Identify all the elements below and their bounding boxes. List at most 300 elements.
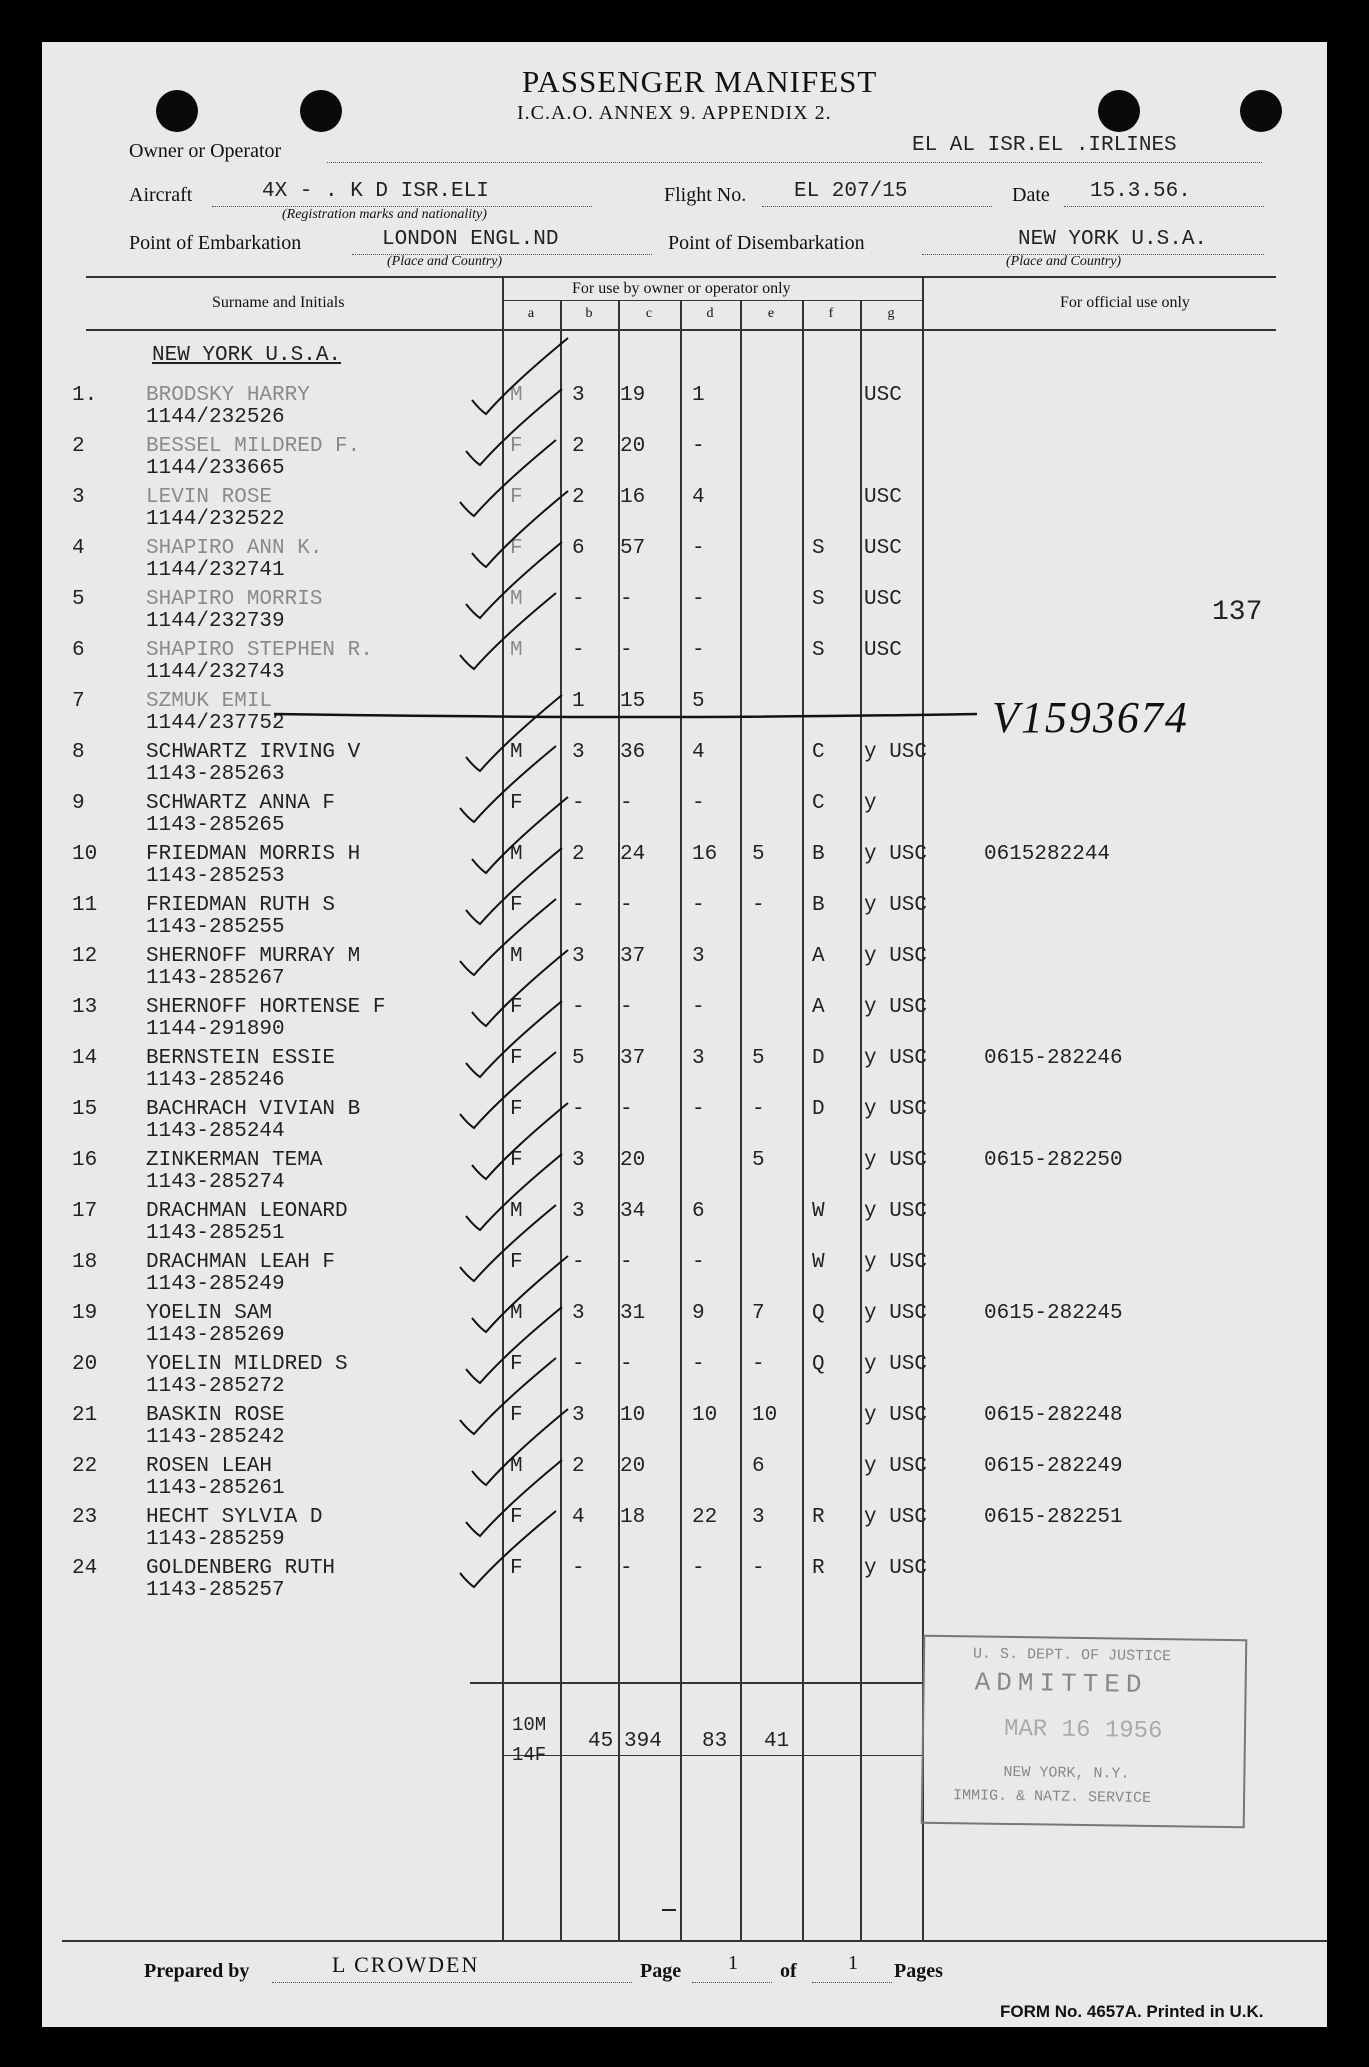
col-d-value: 1 — [692, 384, 705, 407]
passenger-name: BASKIN ROSE — [146, 1404, 285, 1427]
col-a-value: M — [510, 1200, 523, 1223]
col-g-header: g — [887, 306, 895, 321]
col-b-value: 3 — [572, 1302, 585, 1325]
col-g-value: y USC — [864, 996, 928, 1019]
col-e-value: 6 — [752, 1455, 765, 1478]
owner-label: Owner or Operator — [129, 140, 282, 162]
col-a-value: F — [510, 996, 523, 1019]
checkmark — [460, 1205, 556, 1281]
col-g-value: y USC — [864, 843, 928, 866]
passenger-name: ZINKERMAN TEMA — [146, 1149, 323, 1172]
row-number: 15 — [72, 1098, 98, 1121]
of-label: of — [780, 1960, 797, 1982]
col-f-value: W — [812, 1200, 825, 1223]
ticket-number: 1143-285244 — [146, 1120, 285, 1143]
col-a-value: F — [510, 486, 523, 509]
flight-dotline — [762, 206, 992, 207]
col-g-value: y USC — [864, 1047, 928, 1070]
col-c-value: 36 — [620, 741, 646, 764]
col-c-value: - — [620, 639, 633, 662]
row-number: 24 — [72, 1557, 98, 1580]
col-d-value: - — [692, 588, 705, 611]
punch-hole — [1098, 90, 1140, 132]
col-f-value: Q — [812, 1353, 825, 1376]
form-number: FORM No. 4657A. Printed in U.K. — [1000, 2002, 1264, 2021]
col-c-value: 34 — [620, 1200, 646, 1223]
aircraft-label: Aircraft — [129, 184, 193, 206]
col-e-value: 5 — [752, 1047, 765, 1070]
ticket-number: 1143-285267 — [146, 967, 285, 990]
col-b-value: - — [572, 588, 585, 611]
col-d-value: - — [692, 1251, 705, 1274]
official-use-value: 0615-282251 — [984, 1506, 1123, 1529]
row-number: 14 — [72, 1047, 98, 1070]
col-a-value: M — [510, 945, 523, 968]
embarkation-label: Point of Embarkation — [129, 232, 302, 254]
passenger-name: GOLDENBERG RUTH — [146, 1557, 336, 1580]
col-c-value: - — [620, 1353, 633, 1376]
row-number: 12 — [72, 945, 98, 968]
col-f-value: A — [812, 945, 825, 968]
col-c-value: - — [620, 1557, 633, 1580]
page-dotline — [692, 1982, 772, 1983]
row-number: 10 — [72, 843, 98, 866]
row-number: 1. — [72, 384, 98, 407]
col-c-value: - — [620, 1251, 633, 1274]
owner-dotline — [327, 162, 1262, 163]
disembarkation-value: NEW YORK U.S.A. — [1018, 228, 1208, 251]
col-g-value: USC — [864, 537, 902, 560]
disembarkation-label: Point of Disembarkation — [668, 232, 865, 254]
punch-hole — [156, 90, 198, 132]
row-number: 20 — [72, 1353, 98, 1376]
col-b-value: - — [572, 894, 585, 917]
checkmark — [460, 746, 556, 822]
page-subtitle: I.C.A.O. ANNEX 9. APPENDIX 2. — [517, 102, 832, 124]
col-c-value: - — [620, 792, 633, 815]
passenger-name: YOELIN MILDRED S — [146, 1353, 348, 1376]
col-b-value: 1 — [572, 690, 585, 713]
col-b-value: 2 — [572, 435, 585, 458]
col-e-value: 5 — [752, 843, 765, 866]
surname-header: Surname and Initials — [212, 294, 345, 311]
col-b-header: b — [585, 306, 593, 321]
total-b: 45 — [588, 1730, 614, 1753]
row-number: 21 — [72, 1404, 98, 1427]
col-e-value: 7 — [752, 1302, 765, 1325]
date-label: Date — [1012, 184, 1050, 206]
ticket-number: 1144/232739 — [146, 610, 285, 633]
col-c-value: - — [620, 1098, 633, 1121]
col-b-value: 2 — [572, 843, 585, 866]
official-use-value: 0615-282246 — [984, 1047, 1123, 1070]
passenger-name: BERNSTEIN ESSIE — [146, 1047, 336, 1070]
col-d-value: - — [692, 792, 705, 815]
col-d-value: 3 — [692, 1047, 705, 1070]
col-b-value: - — [572, 1251, 585, 1274]
owner-value: EL AL ISR.EL .IRLINES — [912, 134, 1177, 157]
row-number: 2 — [72, 435, 85, 458]
col-divider-a — [502, 276, 504, 1940]
col-f-value: S — [812, 588, 825, 611]
col-a-value: F — [510, 792, 523, 815]
col-a-value: M — [510, 1455, 523, 1478]
passenger-name: YOELIN SAM — [146, 1302, 273, 1325]
col-b-value: 2 — [572, 486, 585, 509]
col-c-value: - — [620, 996, 633, 1019]
col-g-value: y USC — [864, 1404, 928, 1427]
table-top-rule — [86, 276, 1276, 278]
passenger-name: DRACHMAN LEAH F — [146, 1251, 336, 1274]
col-divider-g — [860, 300, 862, 1940]
row-number: 3 — [72, 486, 85, 509]
ticket-number: 1143-285265 — [146, 814, 285, 837]
page-label: Page — [640, 1960, 682, 1982]
col-f-value: B — [812, 894, 825, 917]
col-c-value: 18 — [620, 1506, 646, 1529]
ticket-number: 1143-285242 — [146, 1426, 285, 1449]
col-a-value: M — [510, 639, 523, 662]
col-e-header: e — [767, 306, 775, 321]
col-f-value: D — [812, 1047, 825, 1070]
col-d-value: 6 — [692, 1200, 705, 1223]
flight-label: Flight No. — [664, 184, 747, 206]
flight-value: EL 207/15 — [794, 180, 908, 203]
col-a-value: F — [510, 894, 523, 917]
col-c-value: 10 — [620, 1404, 646, 1427]
official-use-value: 0615-282249 — [984, 1455, 1123, 1478]
col-g-value: y USC — [864, 1506, 928, 1529]
manifest-paper — [42, 42, 1327, 2027]
col-b-value: 6 — [572, 537, 585, 560]
ticket-number: 1144/232526 — [146, 406, 285, 429]
col-a-value: M — [510, 1302, 523, 1325]
col-b-value: 5 — [572, 1047, 585, 1070]
col-divider-d — [680, 300, 682, 1940]
passenger-name: BACHRACH VIVIAN B — [146, 1098, 361, 1121]
ticket-number: 1143-285255 — [146, 916, 285, 939]
row-number: 16 — [72, 1149, 98, 1172]
col-b-value: 3 — [572, 945, 585, 968]
passenger-name: SHERNOFF HORTENSE F — [146, 996, 386, 1019]
col-a-value: F — [510, 1557, 523, 1580]
of-value: 1 — [848, 1952, 858, 1974]
col-g-value: y USC — [864, 894, 928, 917]
col-e-value: - — [752, 1353, 765, 1376]
col-g-value: USC — [864, 384, 902, 407]
passenger-name: HECHT SYLVIA D — [146, 1506, 323, 1529]
col-c-value: 20 — [620, 435, 646, 458]
col-a-header: a — [527, 306, 535, 321]
col-a-value: F — [510, 1506, 523, 1529]
col-c-value: 19 — [620, 384, 646, 407]
row-number: 11 — [72, 894, 98, 917]
col-d-value: 4 — [692, 741, 705, 764]
col-a-value: F — [510, 1251, 523, 1274]
col-a-value: F — [510, 1404, 523, 1427]
col-c-value: 57 — [620, 537, 646, 560]
col-b-value: - — [572, 1353, 585, 1376]
col-d-value: - — [692, 435, 705, 458]
total-c: 394 — [624, 1730, 662, 1753]
col-d-value: - — [692, 1353, 705, 1376]
row-number: 23 — [72, 1506, 98, 1529]
col-a-value: F — [510, 1098, 523, 1121]
col-b-value: 3 — [572, 1149, 585, 1172]
of-dotline — [812, 1982, 892, 1983]
prepared-by-value: L CROWDEN — [332, 1952, 480, 1977]
col-d-value: 4 — [692, 486, 705, 509]
checkmark — [460, 1511, 556, 1587]
col-b-value: 3 — [572, 384, 585, 407]
total-males: 10M — [512, 1714, 547, 1736]
col-a-value: M — [510, 588, 523, 611]
stamp-line-date: MAR 16 1956 — [1003, 1715, 1163, 1746]
col-c-value: 31 — [620, 1302, 646, 1325]
pages-label: Pages — [894, 1960, 943, 1982]
col-d-value: 16 — [692, 843, 718, 866]
stamp-line-service: IMMIG. & NATZ. SERVICE — [952, 1787, 1152, 1807]
passenger-name: SHAPIRO MORRIS — [146, 588, 323, 611]
col-g-value: y USC — [864, 1353, 928, 1376]
col-f-value: W — [812, 1251, 825, 1274]
stamp-line-city: NEW YORK, N.Y. — [1003, 1763, 1130, 1783]
handwritten-number: V1593674 — [992, 693, 1189, 742]
ticket-number: 1144/232741 — [146, 559, 285, 582]
col-g-value: y USC — [864, 1251, 928, 1274]
col-g-value: y — [864, 792, 877, 815]
col-b-value: 4 — [572, 1506, 585, 1529]
col-g-value: y USC — [864, 1200, 928, 1223]
ticket-number: 1143-285263 — [146, 763, 285, 786]
ticket-number: 1144/232522 — [146, 508, 285, 531]
passenger-name: SZMUK EMIL — [146, 690, 273, 713]
col-c-value: 20 — [620, 1455, 646, 1478]
col-c-value: - — [620, 894, 633, 917]
ticket-number: 1144/237752 — [146, 712, 285, 735]
col-b-value: 3 — [572, 741, 585, 764]
col-b-value: 3 — [572, 1200, 585, 1223]
owner-use-header: For use by owner or operator only — [572, 280, 791, 297]
row-number: 13 — [72, 996, 98, 1019]
page-value: 1 — [728, 1952, 738, 1974]
col-e-value: 5 — [752, 1149, 765, 1172]
punch-hole — [1240, 90, 1282, 132]
row-number: 6 — [72, 639, 85, 662]
row-number: 9 — [72, 792, 85, 815]
col-d-value: 9 — [692, 1302, 705, 1325]
col-c-header: c — [645, 306, 653, 321]
prepared-by-label: Prepared by — [144, 1960, 250, 1982]
row-number: 22 — [72, 1455, 98, 1478]
aircraft-note: (Registration marks and nationality) — [282, 207, 487, 222]
col-g-value: USC — [864, 588, 902, 611]
col-g-value: USC — [864, 639, 902, 662]
passenger-name: ROSEN LEAH — [146, 1455, 273, 1478]
ticket-number: 1143-285269 — [146, 1324, 285, 1347]
total-females: 14F — [512, 1744, 547, 1766]
col-a-value: F — [510, 1047, 523, 1070]
ticket-number: 1144-291890 — [146, 1018, 285, 1041]
col-g-value: y USC — [864, 1302, 928, 1325]
col-a-value: M — [510, 384, 523, 407]
date-dotline — [1064, 206, 1264, 207]
col-f-value: A — [812, 996, 825, 1019]
col-g-value: y USC — [864, 1557, 928, 1580]
section-title: NEW YORK U.S.A. — [152, 344, 342, 367]
col-d-value: 3 — [692, 945, 705, 968]
official-use-value: 0615282244 — [984, 843, 1111, 866]
col-a-value: F — [510, 1149, 523, 1172]
date-value: 15.3.56. — [1090, 180, 1191, 203]
row-number: 18 — [72, 1251, 98, 1274]
ticket-number: 1143-285246 — [146, 1069, 285, 1092]
stamp-line-admitted: ADMITTED — [974, 1667, 1148, 1700]
row-number: 8 — [72, 741, 85, 764]
checkmark — [460, 1358, 556, 1434]
col-a-value: M — [510, 843, 523, 866]
col-f-value: Q — [812, 1302, 825, 1325]
col-g-value: y USC — [864, 1455, 928, 1478]
col-d-value: - — [692, 996, 705, 1019]
col-b-value: - — [572, 792, 585, 815]
col-g-value: y USC — [864, 1149, 928, 1172]
col-b-value: - — [572, 1557, 585, 1580]
passenger-name: BESSEL MILDRED F. — [146, 435, 361, 458]
col-f-value: B — [812, 843, 825, 866]
total-e: 41 — [764, 1730, 790, 1753]
col-c-value: 20 — [620, 1149, 646, 1172]
col-c-value: 16 — [620, 486, 646, 509]
passenger-name: SHAPIRO ANN K. — [146, 537, 323, 560]
col-divider-e — [740, 300, 742, 1940]
totals-rule — [470, 1682, 922, 1684]
stamp-line-dept: U. S. DEPT. OF JUSTICE — [972, 1645, 1172, 1666]
passenger-name: DRACHMAN LEONARD — [146, 1200, 348, 1223]
col-g-value: USC — [864, 486, 902, 509]
ticket-number: 1143-285274 — [146, 1171, 285, 1194]
table-bottom-rule — [62, 1940, 1327, 1942]
row-number: 4 — [72, 537, 85, 560]
passenger-name: FRIEDMAN MORRIS H — [146, 843, 361, 866]
col-d-value: 5 — [692, 690, 705, 713]
checkmark — [460, 440, 556, 516]
page-title: PASSENGER MANIFEST — [522, 64, 878, 99]
passenger-name: SCHWARTZ IRVING V — [146, 741, 361, 764]
ticket-number: 1143-285261 — [146, 1477, 285, 1500]
col-g-value: y USC — [864, 1098, 928, 1121]
checkmark — [460, 899, 556, 975]
col-a-value: F — [510, 435, 523, 458]
official-use-header: For official use only — [1060, 294, 1190, 311]
col-f-value: S — [812, 639, 825, 662]
col-f-value: S — [812, 537, 825, 560]
col-a-value: M — [510, 741, 523, 764]
col-g-value: y USC — [864, 741, 928, 764]
col-a-value: F — [510, 537, 523, 560]
col-divider-b — [560, 300, 562, 1940]
aircraft-value: 4X - . K D ISR.ELI — [262, 180, 489, 203]
col-f-value: C — [812, 792, 825, 815]
col-b-value: 3 — [572, 1404, 585, 1427]
col-c-value: 24 — [620, 843, 646, 866]
page-number-mark: 137 — [1212, 597, 1263, 628]
ticket-number: 1143-285259 — [146, 1528, 285, 1551]
col-b-value: - — [572, 1098, 585, 1121]
ticket-number: 1143-285253 — [146, 865, 285, 888]
punch-hole — [300, 90, 342, 132]
col-d-value: - — [692, 537, 705, 560]
official-use-value: 0615-282248 — [984, 1404, 1123, 1427]
passenger-name: SHERNOFF MURRAY M — [146, 945, 361, 968]
embarkation-value: LONDON ENGL.ND — [382, 228, 559, 251]
prepared-by-dotline — [272, 1982, 632, 1983]
passenger-name: SCHWARTZ ANNA F — [146, 792, 336, 815]
row-number: 5 — [72, 588, 85, 611]
col-b-value: 2 — [572, 1455, 585, 1478]
disembarkation-note: (Place and Country) — [1006, 254, 1122, 269]
col-b-value: - — [572, 996, 585, 1019]
col-f-value: C — [812, 741, 825, 764]
row-number: 7 — [72, 690, 85, 713]
ticket-number: 1143-285251 — [146, 1222, 285, 1245]
col-divider-f — [802, 300, 804, 1940]
ticket-number: 1143-285272 — [146, 1375, 285, 1398]
passenger-name: LEVIN ROSE — [146, 486, 273, 509]
passenger-name: BRODSKY HARRY — [146, 384, 310, 407]
col-e-value: - — [752, 894, 765, 917]
passenger-name: FRIEDMAN RUTH S — [146, 894, 336, 917]
col-d-header: d — [706, 306, 714, 321]
col-e-value: 3 — [752, 1506, 765, 1529]
col-d-value: 22 — [692, 1506, 718, 1529]
col-d-value: - — [692, 1557, 705, 1580]
col-b-value: - — [572, 639, 585, 662]
col-c-value: - — [620, 588, 633, 611]
col-f-value: R — [812, 1557, 825, 1580]
row-number: 19 — [72, 1302, 98, 1325]
col-d-value: 10 — [692, 1404, 718, 1427]
checkmark — [460, 593, 556, 669]
dash-mark — [662, 1909, 676, 1911]
ticket-number: 1143-285249 — [146, 1273, 285, 1296]
col-c-value: 15 — [620, 690, 646, 713]
total-d: 83 — [702, 1730, 728, 1753]
official-use-value: 0615-282250 — [984, 1149, 1123, 1172]
col-d-value: - — [692, 1098, 705, 1121]
col-g-value: y USC — [864, 945, 928, 968]
totals-rule-lower — [502, 1755, 922, 1756]
col-e-value: 10 — [752, 1404, 778, 1427]
embarkation-note: (Place and Country) — [387, 254, 503, 269]
col-c-value: 37 — [620, 1047, 646, 1070]
col-d-value: - — [692, 894, 705, 917]
admitted-stamp — [921, 1635, 1248, 1829]
row-number: 17 — [72, 1200, 98, 1223]
ticket-number: 1144/233665 — [146, 457, 285, 480]
col-c-value: 37 — [620, 945, 646, 968]
col-f-value: D — [812, 1098, 825, 1121]
owner-use-rule — [502, 300, 922, 301]
col-d-value: - — [692, 639, 705, 662]
col-f-header: f — [828, 306, 834, 321]
passenger-name: SHAPIRO STEPHEN R. — [146, 639, 373, 662]
official-use-value: 0615-282245 — [984, 1302, 1123, 1325]
col-e-value: - — [752, 1557, 765, 1580]
checkmark — [460, 1052, 556, 1128]
ticket-number: 1144/232743 — [146, 661, 285, 684]
col-e-value: - — [752, 1098, 765, 1121]
